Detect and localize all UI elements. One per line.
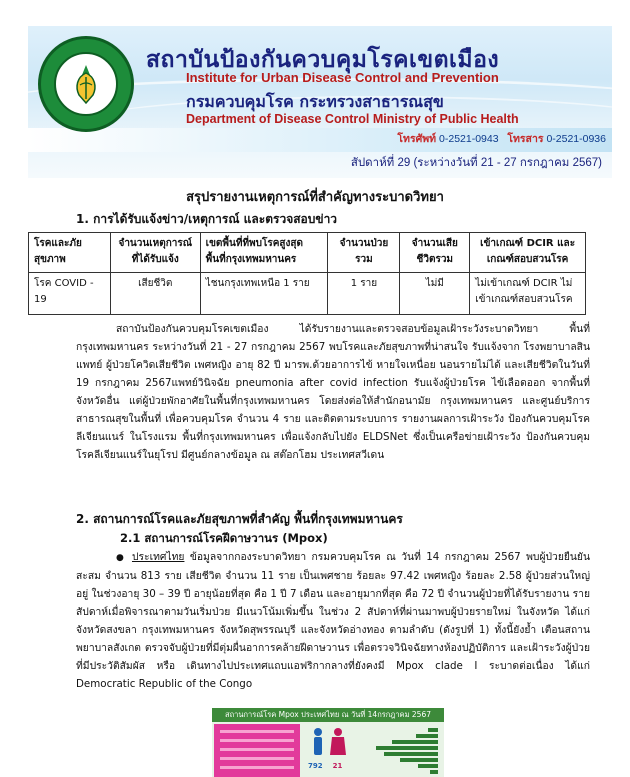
infographic-title: สถานการณ์โรค Mpox ประเทศไทย ณ วันที่ 14กรกฎาคม 2567 bbox=[212, 708, 444, 722]
cell-dcir: ไม่เข้าเกณฑ์ DCIR ไม่เข้าเกณฑ์สอบสวนโรค bbox=[470, 273, 586, 315]
infographic-summary-panel bbox=[214, 724, 300, 777]
cell-disease: โรค COVID - 19 bbox=[29, 273, 111, 315]
col-header-disease: โรคและภัยสุขภาพ bbox=[29, 233, 111, 273]
cell-event: เสียชีวิต bbox=[110, 273, 200, 315]
mpox-infographic bbox=[212, 708, 444, 777]
seal-emblem-icon bbox=[54, 52, 118, 116]
report-week: สัปดาห์ที่ 29 (ระหว่างวันที่ 21 - 27 กรกฎาคม 2567) bbox=[350, 157, 602, 169]
dept-name-english: Department of Disease Control Ministry of Public Health bbox=[186, 112, 519, 126]
phone-label: โทรศัพท์ bbox=[397, 133, 437, 145]
table-row bbox=[29, 273, 586, 315]
col-header-area: เขตพื้นที่ที่พบโรคสูงสุด พื้นที่กรุงเทพมหานคร bbox=[200, 233, 328, 273]
mpox-text: ข้อมูลจากกองระบาดวิทยา กรมควบคุมโรค ณ วันที่ 14 กรกฎาคม 2567 พบผู้ป่วยยืนยัน สะสม จำนวน 813 ราย เสียชีวิต จำนวน 11 ราย เป็นเพศชาย ร้อยละ 97.42 เพศหญิง ร้อยละ 2.58 ผู้ป่วยส่วนใหญ่อยู่ ในช่วงอายุ 30 – 39 ปี อายุน้อยที่สุด คือ 1 ปี 7 เดือน และอายุมากที่สุด คือ 72 ปี จำนวนผู้ป่วยที่ได้รับรายงาน รายสัปดาห์เมื่อพิจารณาตามวันเริ่มป่วย มีแนวโน้มเพิ่มขึ้น ในช่วง 2 สัปดาห์ที่ผ่านมาพบผู้ป่วยรายใหม่ ในจังหวัด ได้แก่ จังหวัดสงขลา กรุงเทพมหานคร จังหวัดสุพรรณบุรี และจังหวัดอ่างทอง ตามลำดับ (ดังรูปที่ 1) ทั้งนี้ยังย้ำ เตือนสถานพยาบาลสังเกต ตรวจจับผู้ป่วยที่มีตุ่มผื่นอาการคล้ายฝีดาษวานร เพื่อตรวจวินิจฉัยทางห้องปฏิบัติการ และเฝ้าระวังผู้ป่วยที่มีประวัติสัมผัส หรือ เดินทางไปประเทศแถบแอฟริกากลางที่ยังคงมี Mpox clade I ระบาดต่อเนื่อง ได้แก่ Democratic Republic of the Congo bbox=[76, 551, 590, 690]
org-name-thai: สถาบันป้องกันควบคุมโรคเขตเมือง bbox=[146, 46, 500, 73]
gender-counts bbox=[308, 762, 342, 770]
col-header-cases: จำนวนป่วยรวม bbox=[328, 233, 400, 273]
fax-label: โทรสาร bbox=[507, 133, 544, 145]
gender-figures-icon bbox=[308, 726, 348, 760]
ministry-seal-logo bbox=[38, 36, 134, 132]
cell-deaths: ไม่มี bbox=[400, 273, 470, 315]
section2-1-heading: 2.1 สถานการณ์โรคฝีดาษวานร (Mpox) bbox=[120, 531, 328, 545]
section2-heading: 2. สถานการณ์โรคและภัยสุขภาพที่สำคัญ พื้นที่กรุงเทพมหานคร bbox=[76, 512, 403, 526]
age-pyramid-chart bbox=[358, 724, 442, 777]
thailand-lead: ประเทศไทย bbox=[131, 551, 185, 563]
report-title: สรุปรายงานเหตุการณ์ที่สำคัญทางระบาดวิทยา bbox=[186, 190, 444, 205]
fax-number: 0-2521-0936 bbox=[546, 133, 606, 145]
org-name-english: Institute for Urban Disease Control and Prevention bbox=[186, 70, 499, 85]
section2-paragraph bbox=[76, 548, 590, 693]
col-header-event-count: จำนวนเหตุการณ์ที่ได้รับแจ้ง bbox=[110, 233, 200, 273]
section1-heading: 1. การได้รับแจ้งข่าว/เหตุการณ์ และตรวจสอบข่าว bbox=[76, 212, 338, 226]
cell-area: ไชนกรุงเทพเหนือ 1 ราย bbox=[200, 273, 328, 315]
bullet-icon: ● bbox=[116, 553, 126, 563]
col-header-deaths: จำนวนเสียชีวิตรวม bbox=[400, 233, 470, 273]
dept-name-thai: กรมควบคุมโรค กระทรวงสาธารณสุข bbox=[186, 92, 444, 111]
event-table bbox=[28, 232, 586, 315]
cell-cases: 1 ราย bbox=[328, 273, 400, 315]
table-header-row bbox=[29, 233, 586, 273]
phone-number: 0-2521-0943 bbox=[439, 133, 499, 145]
col-header-dcir: เข้าเกณฑ์ DCIR และเกณฑ์สอบสวนโรค bbox=[470, 233, 586, 273]
header-banner bbox=[28, 26, 612, 178]
female-count: 21 bbox=[332, 762, 343, 770]
contact-info bbox=[397, 130, 606, 147]
section1-paragraph: สถาบันป้องกันควบคุมโรคเขตเมือง ได้รับรายงานและตรวจสอบข้อมูลเฝ้าระวังระบาดวิทยา พื้นที่กรุงเทพมหานคร ระหว่างวันที่ 21 - 27 กรกฎาคม 2567 พบโรคและภัยสุขภาพที่น่าสนใจ รับแจ้งจาก โรงพยาบาลสินแพทย์ ผู้ป่วยโควิดเสียชีวิต เพศหญิง อายุ 82 ปี มารพ.ด้วยอาการไข้ หายใจเหนื่อย นอนรายไม่ได้ และเสียชีวิตในวันที่ 19 กรกฎาคม 2567แพทย์วินิจฉัย pneumonia after covid infection รับแจ้งผู้ป่วยโรค ไข้เลือดออก จากพื้นที่จังหวัดอื่น แต่ผู้ป่วยพักอาศัยในพื้นที่กรุงเทพมหานคร โดยส่งต่อให้สำนักอนามัย กรุงเทพมหานคร และศูนย์บริการสาธารณสุขในพื้นที่ เพื่อควบคุมโรค จำนวน 4 ราย และติดตามระบบการ รายงานผลการเฝ้าระวัง ป้องกันควบคุมโรคลีเจียนแนร์ ในโรงแรม พื้นที่กรุงเทพมหานคร เพื่อแจ้งกลับไปยัง ELDSNet ซึ่งเป็นเครือข่ายเฝ้าระวัง ป้องกันควบคุมโรคลีเจียนแนร์ในยุโรป มีศูนย์กลางข้อมูล ณ สต๊อกโฮม ประเทศสวีเดน bbox=[76, 323, 590, 461]
male-count: 792 bbox=[308, 762, 323, 770]
